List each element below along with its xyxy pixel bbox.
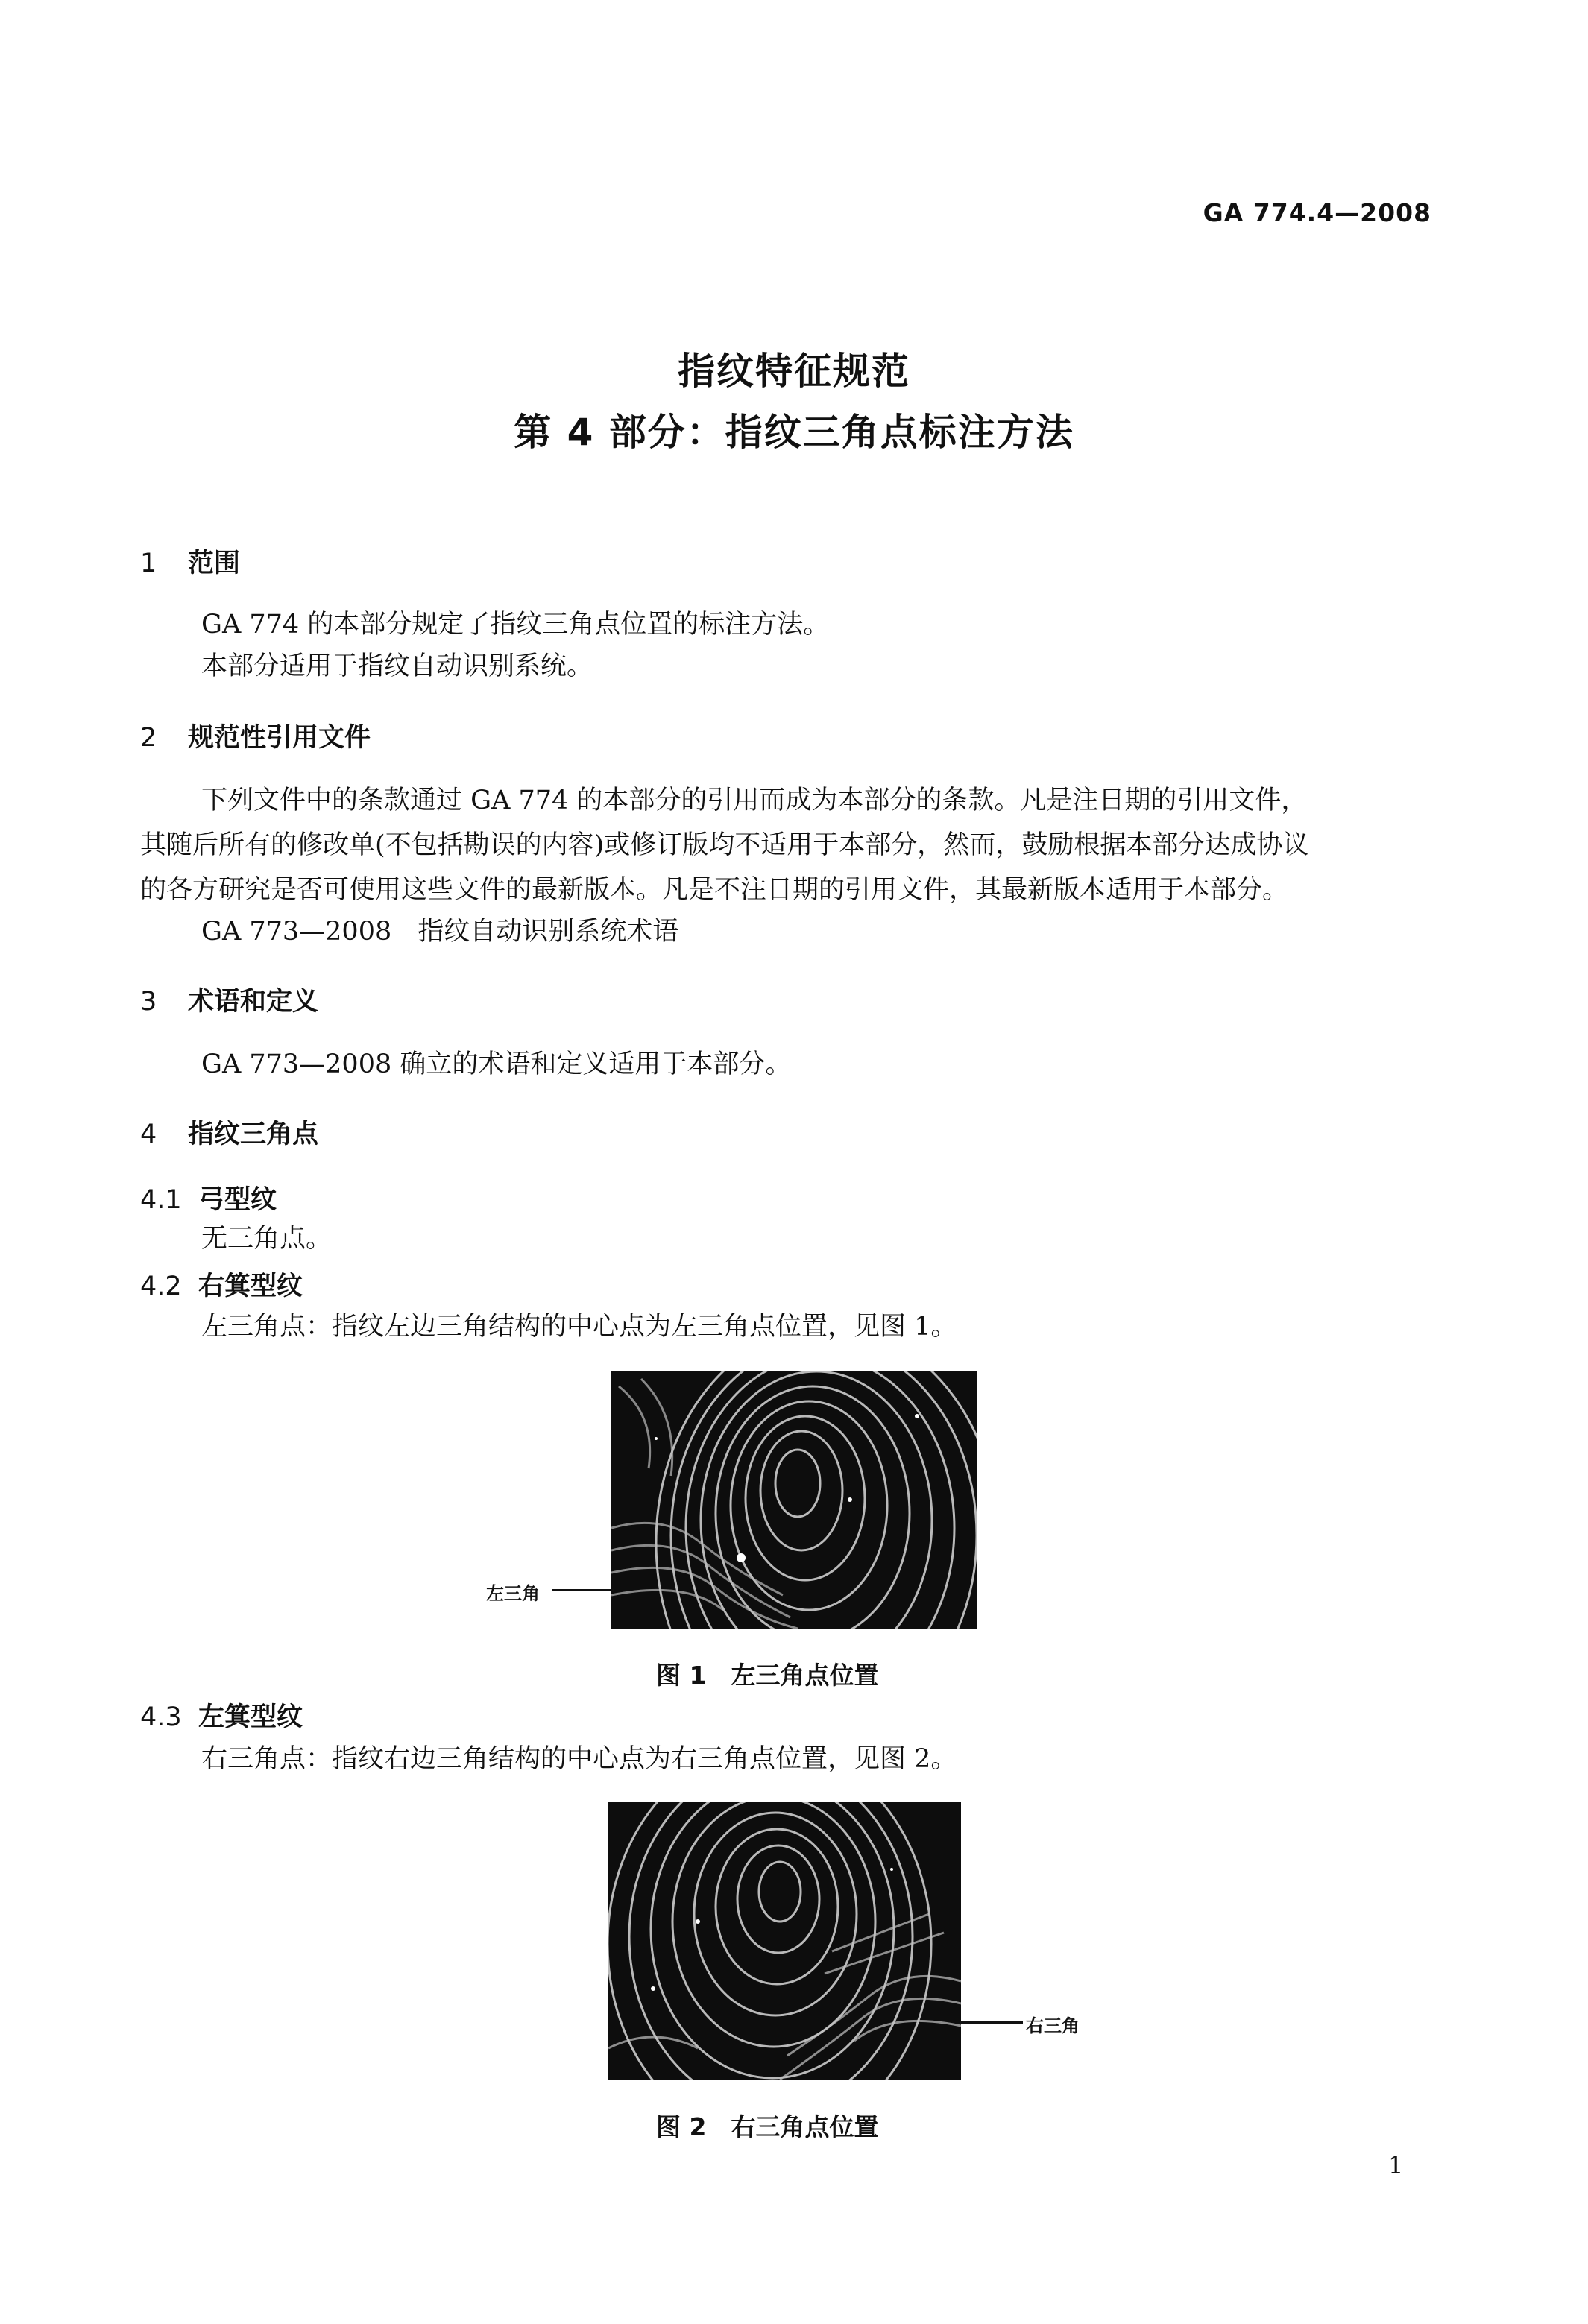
section-1-heading [140,543,240,580]
section-number: 4.3 [140,1702,182,1732]
section-number: 3 [140,987,157,1017]
section-4-2-paragraph: 左三角点：指纹左边三角结构的中心点为左三角点位置，见图 1。 [201,1312,957,1342]
section-3-paragraph: GA 773—2008 确立的术语和定义适用于本部分。 [201,1049,792,1079]
section-number: 4 [140,1120,157,1149]
section-title: 左箕型纹 [198,1702,303,1732]
document-subtitle: 第 4 部分：指纹三角点标注方法 [514,411,1074,454]
section-4-heading [140,1114,318,1151]
section-number: 4.1 [140,1185,182,1215]
section-title: 指纹三角点 [188,1120,319,1149]
section-1-paragraph-2: 本部分适用于指纹自动识别系统。 [201,651,593,681]
section-4-2-heading [140,1266,303,1303]
document-title: 指纹特征规范 [678,350,910,393]
section-4-1-heading [140,1179,277,1216]
section-4-1-paragraph: 无三角点。 [201,1224,333,1254]
section-1-paragraph-1: GA 774 的本部分规定了指纹三角点位置的标注方法。 [201,610,830,640]
section-title: 弓型纹 [198,1185,277,1215]
section-number: 2 [140,723,157,753]
section-4-3-paragraph: 右三角点：指纹右边三角结构的中心点为右三角点位置，见图 2。 [201,1744,957,1774]
figure-1-caption: 图 1 左三角点位置 [656,1661,879,1690]
fingerprint-image-left-delta [611,1371,977,1629]
page-number: 1 [1388,2151,1404,2179]
right-delta-pointer [960,2021,1023,2024]
section-2-reference: GA 773—2008 指纹自动识别系统术语 [201,917,679,947]
left-delta-label: 左三角 [486,1583,540,1604]
section-4-3-heading [140,1696,303,1734]
section-2-heading [140,717,371,754]
section-title: 规范性引用文件 [188,723,371,753]
section-number: 4.2 [140,1272,182,1301]
section-2-paragraph-line-1: 下列文件中的条款通过 GA 774 的本部分的引用而成为本部分的条款。凡是注日期的引用文件， [201,786,1308,815]
section-title: 右箕型纹 [198,1272,303,1301]
section-2-paragraph-line-2: 其随后所有的修改单(不包括勘误的内容)或修订版均不适用于本部分，然而，鼓励根据本部分达成协议 [140,830,1309,860]
fingerprint-2-graphic [608,1802,961,2080]
section-3-heading [140,981,318,1018]
section-title: 范围 [188,549,241,578]
right-delta-label: 右三角 [1026,2015,1080,2036]
left-delta-pointer [552,1589,614,1591]
section-number: 1 [140,549,157,578]
fingerprint-image-right-delta [608,1802,961,2080]
document-code: GA 774.4—2008 [1203,198,1431,227]
fingerprint-1-graphic [611,1371,977,1629]
figure-2-caption: 图 2 右三角点位置 [656,2112,879,2141]
section-title: 术语和定义 [188,987,319,1017]
section-2-paragraph-line-3: 的各方研究是否可使用这些文件的最新版本。凡是不注日期的引用文件，其最新版本适用于本部分。 [140,875,1289,905]
